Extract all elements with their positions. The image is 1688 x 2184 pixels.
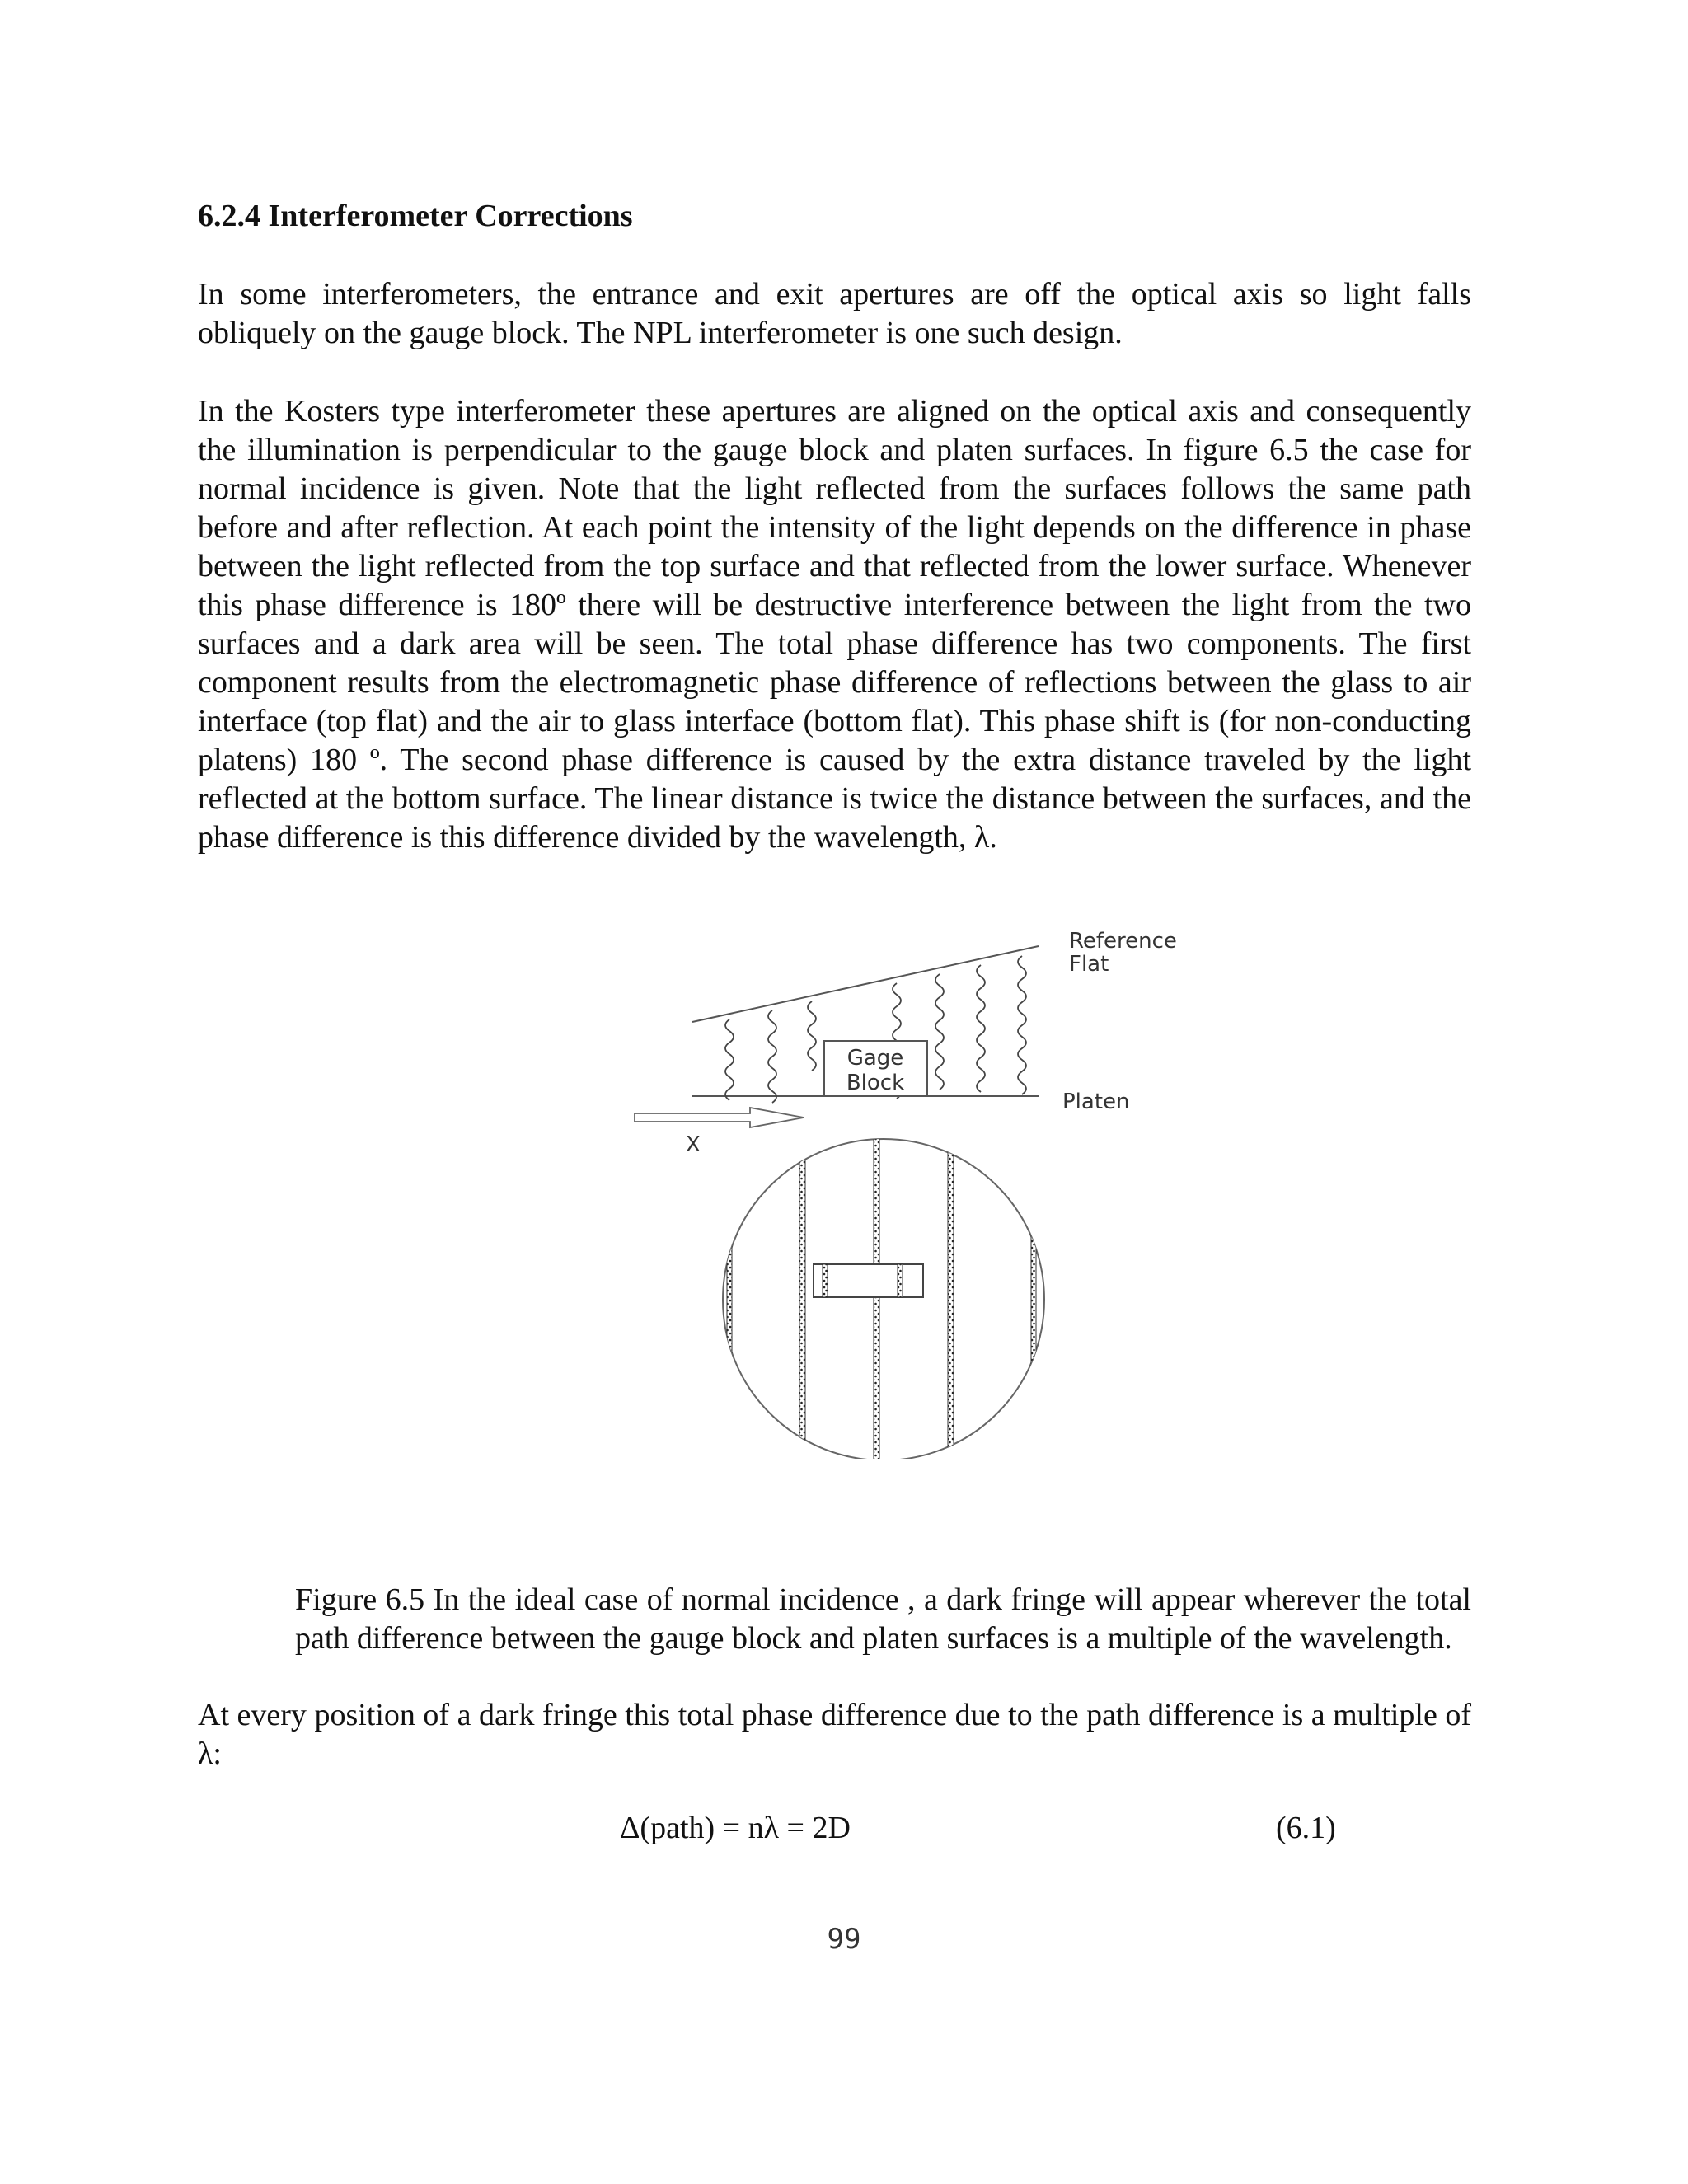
fringe-pattern-view [723, 1129, 1044, 1459]
x-direction-arrow [635, 1108, 804, 1127]
dark-fringe [1031, 1129, 1036, 1459]
dark-fringe [799, 1129, 805, 1459]
page-number: 99 [827, 1923, 861, 1956]
dark-fringe [948, 1129, 954, 1459]
gage-label-line1: Gage [846, 1046, 904, 1071]
gauge-block-top-view [814, 1264, 923, 1297]
reference-flat-line [692, 946, 1039, 1022]
reference-flat-label-line2: Flat [1069, 952, 1109, 977]
gauge-block-fringe [898, 1264, 903, 1297]
gage-label-line2: Block [846, 1071, 905, 1095]
equation-6-1: Δ(path) = nλ = 2D [620, 1811, 851, 1845]
gauge-block-fringe [823, 1264, 828, 1297]
figure-caption: Figure 6.5 In the ideal case of normal incidence , a dark fringe will appear wherever the total path difference between the gauge block and platen surfaces is a multiple of the wavelength. [295, 1582, 1471, 1656]
paragraph-oblique-apertures: In some interferometers, the entrance and exit apertures are off the optical axis so light falls obliquely on the gauge block. The NPL interferometer is one such design. [198, 277, 1471, 350]
paragraph-kosters-interferometer: In the Kosters type interferometer these apertures are aligned on the optical axis and consequently the illumination is perpendicular to the gauge block and platen surfaces. In figure 6.5 the case for normal incidence is given. Note that the light reflected from the surfaces follows the same path before and after reflection. At each point the intensity of the light depends on the difference in phase between the light reflected from the top surface and that reflected from the lower surface. Whenever this phase difference is 180º there will be destructive interference between the light from the two surfaces and a dark area will be seen. The total phase difference has two components. The first component results from the electromagnetic phase difference of reflections between the glass to air interface (top flat) and the air to glass interface (bottom flat). This phase shift is (for non-conducting platens) 180 º. The second phase difference is caused by the extra distance traveled by the light reflected at the bottom surface. The linear distance is twice the distance between the surfaces, and the phase difference is this difference divided by the wavelength, λ. [198, 394, 1471, 855]
platen-label: Platen [1062, 1090, 1130, 1114]
reference-flat-label-line1: Reference [1069, 929, 1177, 954]
paragraph-dark-fringe-position: At every position of a dark fringe this total phase difference due to the path difference is a multiple of λ: [198, 1698, 1471, 1771]
x-axis-label: X [686, 1132, 701, 1157]
section-heading: 6.2.4 Interferometer Corrections [198, 199, 633, 233]
equation-number: (6.1) [1276, 1811, 1336, 1845]
dark-fringe [727, 1129, 732, 1459]
figure-6-5-diagram [610, 923, 1253, 1459]
